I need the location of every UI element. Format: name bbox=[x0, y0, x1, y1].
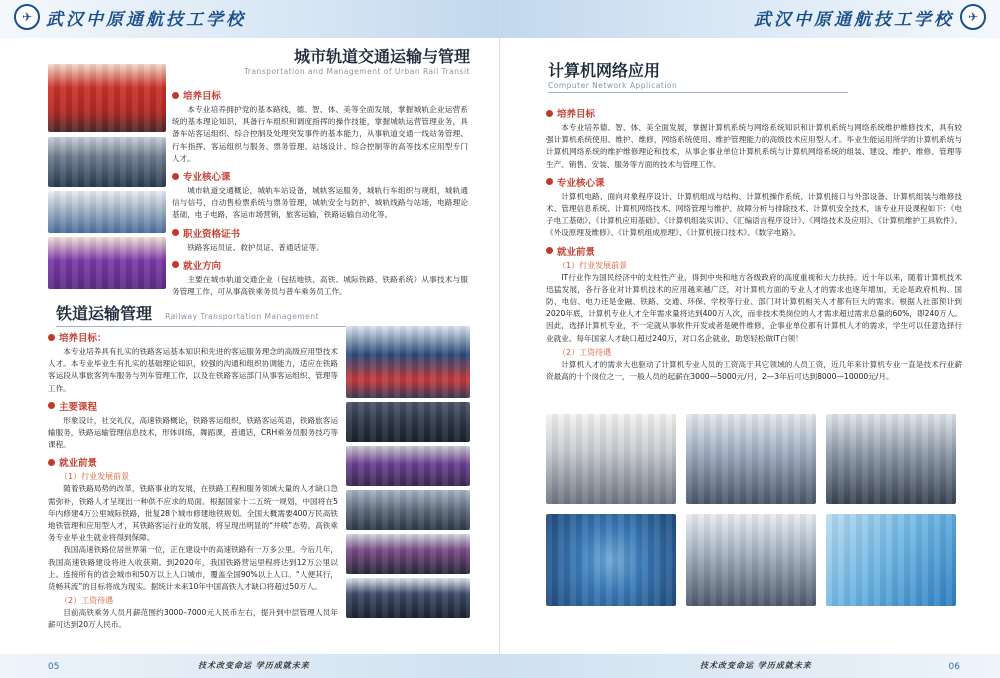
computer-salary-text: 计算机人才的需求大也驱动了计算机专业人员的工资高于其它领域的人员工资，近几年来计算机专业一直是技术行业薪资最高的十个岗位之一，一般人员的起薪在3000—5000元/月，2—3年后可达到8000—10000元/月。 bbox=[546, 359, 962, 382]
railway-course-text: 形象设计，社交礼仪，高速铁路概论，铁路客运组织，铁路客运英语，铁路旅客运输服务，铁路运输管理信息技术，形体训练，舞蹈课，普通话，CRH乘务员服务技巧等课程。 bbox=[48, 415, 338, 450]
bullet-icon bbox=[172, 92, 179, 99]
subheading: （2）工资待遇 bbox=[60, 596, 114, 606]
railway-body bbox=[48, 326, 338, 632]
railway-title bbox=[56, 301, 346, 327]
bullet-icon bbox=[172, 261, 179, 268]
school-logo bbox=[14, 4, 246, 30]
bullet-icon bbox=[546, 178, 553, 185]
bullet-icon bbox=[546, 110, 553, 117]
page-number: 05 bbox=[48, 662, 60, 672]
urban-course-text: 城市轨道交通概论，城轨车站设备，城轨客运服务，城轨行车组织与规组，城轨通信与信号，自动售检票系统与票务管理，城轨安全与防护、城轨线路与站场，电路理论基础，电子电路，客运市场营销，旅客运输，铁路运输自动化等。 bbox=[172, 186, 468, 220]
photo-crew-uniform bbox=[346, 578, 470, 618]
photo-attendant-purple bbox=[48, 237, 166, 289]
photo-computer-lab-2 bbox=[826, 414, 956, 504]
photo-station-building bbox=[346, 490, 470, 530]
photo-training-room bbox=[346, 402, 470, 442]
urban-rail-body bbox=[172, 84, 468, 298]
section-heading: 职业资格证书 bbox=[172, 226, 468, 240]
computer-title-en: Computer Network Application bbox=[548, 81, 678, 90]
right-page bbox=[500, 0, 1000, 678]
urban-rail-title bbox=[170, 44, 470, 76]
urban-goal-text: 本专业培养拥护党的基本路线，德、智、体、美等全面发展，掌握城轨企业运营系统的基本理论知识，具备行车组织和调度指挥的操作技能，掌握城轨运营管理业务，具备车站客运组织、综合控制及处理突发事件的基本能力，从事轨道交通一线站务管理、行车指挥、客运组织与服务、票务管理、站场设计、综合控制等的高等技术应用型专门人才。 bbox=[172, 105, 468, 163]
school-seal-icon: ✈ bbox=[960, 4, 986, 30]
bullet-icon bbox=[172, 173, 179, 180]
footer-slogan: 技术改变命运 学历成就未来 bbox=[700, 660, 812, 670]
photo-network-keyboard bbox=[546, 514, 676, 606]
urban-rail-title-cn: 城市轨道交通运输与管理 bbox=[293, 47, 470, 66]
computer-goal-text: 本专业培养德、智、体、美全面发展，掌握计算机系统与网络系统知识和计算机系统与网络系统维护维修技术，具有较强计算机系统使用、维护、维修，网络系统使用、维护管理能力的高级技术应用型人才。毕业生能运用所学的计算机系统与计算机网络系统的维护维修理论和技术，从事企事业单位计算机系统与计算机网络系统的组装、建设、维护、维修、管理等生产、销售、安装、服务等方面的技术与管理工作。 bbox=[546, 123, 962, 169]
page-number: 06 bbox=[948, 662, 960, 672]
section-heading: 专业核心课 bbox=[172, 169, 468, 183]
railway-title-en: Railway Transportation Management bbox=[165, 312, 319, 321]
bullet-icon bbox=[48, 334, 55, 341]
photo-train-station bbox=[48, 137, 166, 187]
photo-crew-group bbox=[346, 326, 470, 398]
photo-computer-lab-1 bbox=[546, 414, 676, 504]
section-heading: 就业前景 bbox=[546, 244, 962, 258]
school-name: 武汉中原通航技工学校 bbox=[754, 9, 954, 30]
footer-slogan: 技术改变命运 学历成就未来 bbox=[198, 660, 310, 670]
subheading: （1）行业发展前景 bbox=[60, 472, 130, 482]
bullet-icon bbox=[546, 247, 553, 254]
railway-outlook-text: 随着铁路局势的改革，铁路事业的发展，在铁路工程和服务领域大量的人才缺口急需弥补，铁路人才呈现出一种供不应求的局面。根据国家十二五统一规划，中国将在5年内修建4万公里城际铁路，批复28个城市修建地铁规划。全国大概需要400万民高铁地铁管理和应用型人才，其铁路客运行业的发展，将呈现出明显的“井喷”态势。高铁乘务专业毕业生就业将得到保障。 bbox=[48, 484, 338, 543]
photo-students-lab bbox=[686, 514, 816, 606]
bullet-icon bbox=[48, 459, 55, 466]
railway-outlook-text-2: 我国高速铁路位居世界第一位，正在建设中的高速铁路有一万多公里。今后几年，我国高速铁路建设将进入收获期。到2020年，我国铁路营运里程将达到12万公里以上。连接所有的省会城市和50万以上人口城市，覆盖全国90%以上人口。“人便其行，货畅其流”的目标将成为现实。据统计未来10年中国高铁人才缺口将超过50万人。 bbox=[48, 545, 338, 592]
subheading: （1）行业发展前景 bbox=[558, 260, 628, 270]
photo-lecture-room bbox=[686, 414, 816, 504]
photo-security-phone bbox=[826, 514, 956, 606]
title-rule bbox=[548, 92, 848, 93]
computer-body bbox=[546, 102, 962, 383]
bullet-icon bbox=[48, 402, 55, 409]
school-name: 武汉中原通航技工学校 bbox=[46, 9, 246, 30]
section-heading: 就业前景 bbox=[48, 455, 338, 469]
section-heading: 就业方向 bbox=[172, 258, 468, 272]
urban-job-text: 主要在城市轨道交通企业（包括地铁、高铁、城际铁路、铁路系统）从事技术与服务管理工作，可从事高铁乘务员与普车乘务员工作。 bbox=[172, 274, 468, 297]
computer-course-text: 计算机电路、面向对象程序设计、计算机组成与结构、计算机操作系统、计算机接口与外部设备、计算机组装与维修技术、管理信息系统、计算机网络技术、网络管理与维护、故障分析与排除技术、计算机安全技术，该专业开设课程如下：《电子电工基础》、《计算机应用基础》、《计算机组装实训》、《汇编语言程序设计》、《网络技术及应用》、《计算机维护工具软件》、《外设原理及维修》、《计算机组成原理》、《计算机接口技术》、《数字电路》。 bbox=[546, 191, 962, 238]
section-heading: 主要课程 bbox=[48, 399, 338, 413]
photo-attendants-red bbox=[48, 64, 166, 132]
photo-crew-purple bbox=[346, 446, 470, 486]
urban-rail-title-en: Transportation and Management of Urban Rail Transit bbox=[243, 67, 470, 76]
section-heading: 培养目标 bbox=[172, 88, 468, 102]
railway-salary-text: 目前高铁乘务人员月薪范围约3000–7000元人民币左右，提升到中层管理人员年薪可达到20万人民币。 bbox=[48, 608, 338, 630]
photo-crew-lineup bbox=[346, 534, 470, 574]
computer-title bbox=[548, 58, 848, 93]
urban-cert-text: 铁路客运员证、救护员证、普通话证等。 bbox=[187, 242, 324, 252]
section-heading: 培养目标 bbox=[546, 106, 962, 120]
section-heading: 专业核心课 bbox=[546, 175, 962, 189]
computer-outlook-text: IT行业作为国民经济中的支柱性产业，得到中央和地方各级政府的高度重视和大力扶持。近十年以来，随着计算机技术迅猛发展，各行各业对计算机技术的应用越来越广泛，对计算机方面的专业人才的需求也逐年增加，无论是政府机构、国防、电信、电力还是金融、铁路、交通、环保、学校等行业、部门对计算机相关人才都有巨大的需求。根据人社部预计到2020年底，计算机专业人才全年需求量将达到400万人次，而非技术类岗位的人才需求超过需求总量的60%，即240万人。因此，选择计算机专业，不一定就从事软件开发或者是硬件维修，企事业单位都有计算机人才的需求，学生可以任意选择行业就业。每年国家人才缺口超过240万，对口名企就业，助您轻松做IT白领！ bbox=[546, 272, 962, 343]
photo-ticket-gates bbox=[48, 191, 166, 233]
bullet-icon bbox=[172, 229, 179, 236]
railway-title-cn: 铁道运输管理 bbox=[56, 304, 153, 323]
computer-title-cn: 计算机网络应用 bbox=[548, 61, 661, 80]
subheading: （2）工资待遇 bbox=[558, 347, 612, 357]
section-heading: 培养目标： bbox=[48, 330, 338, 344]
school-seal-icon: ✈ bbox=[14, 4, 40, 30]
railway-goal-text: 本专业培养具有扎实的铁路客运基本知识和先进的客运服务理念的高级应用型技术人才。本专业毕业生有扎实的基础理论知识，较强的沟通和组织协调能力，适应在铁路客运段从事旅客列车服务与列车管理工作，以及在铁路客运部门从事客运组织、管理等工作。 bbox=[48, 347, 338, 393]
school-logo bbox=[754, 4, 986, 30]
